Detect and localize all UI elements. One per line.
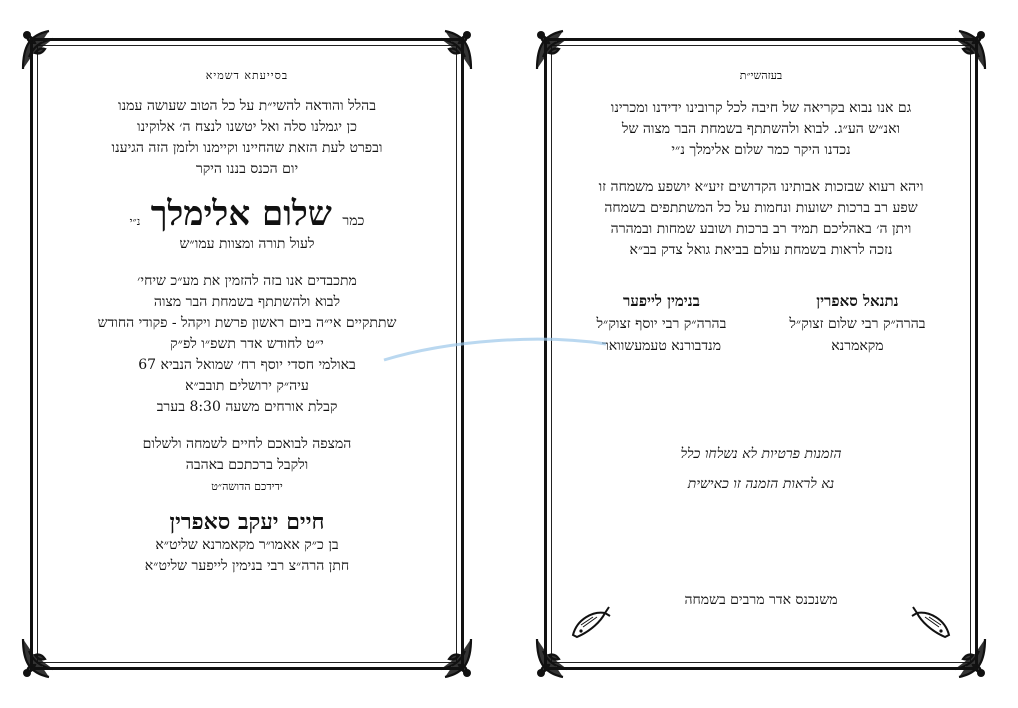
watermark-swoosh-icon (380, 330, 610, 370)
intro-line: ובפרט לעת הזאת שהחיינו וקיימנו ולזמן הזה הגיענו (111, 140, 383, 156)
grandparent-name: בנימין לייפער (623, 292, 700, 310)
host-line: חתן הרה״צ רבי בנימין לייפער שליט״א (144, 558, 350, 574)
fish-icon (911, 605, 953, 643)
fish-icon (569, 605, 611, 643)
intro-block (51, 96, 443, 180)
grandparent-line: מקאמרנא (831, 338, 884, 354)
intro-line: בהלל והודאה להשי״ת על כל הטוב שעושה עמנו (118, 98, 376, 114)
intro-line: יום הכנס בננו היקר (195, 161, 299, 177)
invite-line: עיה״ק ירושלים תובב״א (185, 378, 309, 394)
intro-line: כן יגמלנו סלה ואל יטשנו לנצח ה׳ אלוקינו (137, 119, 357, 135)
name-suffix: נ״י (129, 215, 141, 228)
note-line: הזמנות פרטיות לא נשלחו כלל (680, 446, 842, 462)
invitation-paragraph (565, 98, 957, 161)
closing-line: המצפה לבואכם לחיים לשמחה ולשלום (142, 436, 352, 452)
grandparent-line: בהרה״ק רבי שלום זצוק״ל (789, 316, 926, 332)
header-text: בעזהשי״ת (739, 69, 783, 82)
note-line: נא לראות הזמנה זו כאישית (687, 476, 835, 492)
invite-line: י״ט לחודש אדר תשפ״ו לפ״ק (170, 336, 324, 352)
paragraph-line: גם אנו נבוא בקריאה של חיבה לכל קרובינו ידידנו ומכרינו (610, 100, 912, 116)
grandparent-line: מנדבורנא טעמעשוואר (601, 338, 721, 354)
name-blessing: לעול תורה ומצוות עמו״ש (179, 236, 315, 252)
name-prefix: כמר (342, 213, 365, 229)
bar-mitzvah-name: שלום אלימלך (150, 194, 332, 234)
invite-line: שתתקיים אי״ה ביום ראשון פרשת ויקהל - פקודי החודש (97, 315, 397, 331)
paragraph-line: ויהא רעוא שבזכות אבותינו הקדושים זיע״א יושפע משמחה זו (598, 179, 924, 195)
closing-block (51, 434, 443, 497)
invite-line: מתכבדים אנו בזה להזמין את מע״כ שיחי׳ (137, 273, 357, 289)
closing-line: ידידכם הדושה״ט (211, 480, 283, 493)
notes-block (565, 439, 957, 499)
paragraph-line: שפע רב ברכות ישועות ונחמות על כל המשתתפים בשמחה (604, 200, 918, 216)
invite-line: לבוא ולהשתתף בשמחת הבר מצוה (153, 294, 341, 310)
header-text: בסייעתא דשמיא (205, 69, 289, 82)
host-name: חיים יעקב סאפרין (169, 509, 325, 535)
closing-line: ולקבל ברכתכם באהבה (185, 457, 309, 473)
right-card-content (565, 61, 957, 647)
host-line: בן כ״ק אאמו״ר מקאמרנא שליט״א (155, 537, 339, 553)
bar-mitzvah-name-row (51, 194, 443, 234)
grandparent-saphrin (789, 289, 925, 357)
paragraph-line: נכדנו היקר כמר שלום אלימלך נ״י (671, 142, 851, 158)
grandparent-leifer (597, 289, 727, 357)
invite-line: באולמי חסדי יוסף רח׳ שמואל הנביא 67 (138, 357, 356, 373)
grandparents-row (565, 289, 957, 357)
paragraph-line: ואנ״ש הע״ג. לבוא ולהשתתף בשמחת הבר מצוה של (621, 121, 901, 137)
blessing-paragraph (565, 177, 957, 261)
paragraph-line: נזכה לראות בשמחת עולם בביאת גואל צדק בב״א (629, 242, 893, 258)
closing-text: משנכנס אדר מרבים בשמחה (684, 592, 838, 608)
paragraph-line: ויתן ה׳ באהליכם תמיד רב ברכות ושובע שמחות ובמהרה (610, 221, 912, 237)
grandparent-name: נתנאל סאפרין (816, 292, 899, 310)
grandparent-line: בהרה״ק רבי יוסף זצוק״ל (596, 316, 727, 332)
invite-line: קבלת אורחים משעה 8:30 בערב (156, 399, 338, 415)
